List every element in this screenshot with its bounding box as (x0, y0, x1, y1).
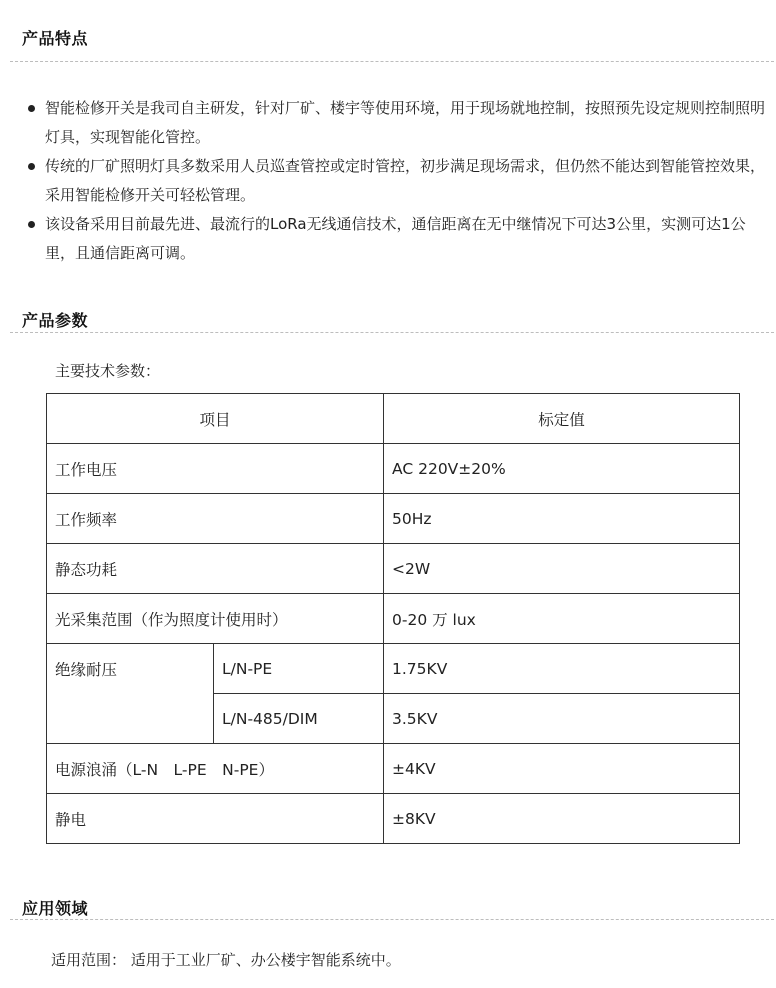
row-value: 1.75KV (384, 644, 740, 694)
row-value: <2W (384, 544, 740, 594)
row-value: ±4KV (384, 744, 740, 794)
section-title-features: 产品特点 (22, 29, 89, 48)
table-row (47, 794, 740, 844)
row-label: 静态功耗 (47, 544, 384, 594)
row-value: 3.5KV (384, 694, 740, 744)
row-label: 工作电压 (47, 444, 384, 494)
list-item (24, 152, 768, 210)
bullet-icon (28, 105, 35, 112)
bullet-icon (28, 221, 35, 228)
section-divider (10, 919, 774, 920)
row-label: 电源浪涌（L-N L-PE N-PE） (47, 744, 384, 794)
column-header-value: 标定值 (384, 394, 740, 444)
params-table (46, 393, 740, 844)
feature-text: 智能检修开关是我司自主研发，针对厂矿、楼宇等使用环境，用于现场就地控制，按照预先设定规则控制照明灯具，实现智能化管控。 (45, 99, 766, 146)
row-value: 0-20 万 lux (384, 594, 740, 644)
table-row (47, 544, 740, 594)
feature-text: 该设备采用目前最先进、最流行的LoRa无线通信技术，通信距离在无中继情况下可达3公里，实测可达1公里，且通信距离可调。 (45, 215, 746, 262)
list-item (24, 210, 768, 268)
table-row (47, 594, 740, 644)
row-label: 工作频率 (47, 494, 384, 544)
section-title-application: 应用领域 (22, 899, 89, 918)
table-row (47, 494, 740, 544)
table-header-row (47, 394, 740, 444)
section-divider (10, 61, 774, 62)
list-item (24, 94, 768, 152)
row-label: 光采集范围（作为照度计使用时） (47, 594, 384, 644)
row-label: 绝缘耐压 (47, 644, 214, 744)
column-header-item: 项目 (47, 394, 384, 444)
table-row (47, 444, 740, 494)
feature-list (24, 94, 768, 268)
params-intro: 主要技术参数： (55, 362, 161, 380)
section-title-params: 产品参数 (22, 311, 89, 330)
bullet-icon (28, 163, 35, 170)
row-value: ±8KV (384, 794, 740, 844)
table-row (47, 744, 740, 794)
sub-row-label: L/N-485/DIM (214, 694, 384, 744)
row-value: 50Hz (384, 494, 740, 544)
table-row (47, 644, 740, 694)
feature-text: 传统的厂矿照明灯具多数采用人员巡查管控或定时管控，初步满足现场需求，但仍然不能达到智能管控效果，采用智能检修开关可轻松管理。 (45, 157, 766, 204)
section-divider (10, 332, 774, 333)
sub-row-label: L/N-PE (214, 644, 384, 694)
row-value: AC 220V±20% (384, 444, 740, 494)
row-label: 静电 (47, 794, 384, 844)
application-text: 适用范围： 适用于工业厂矿、办公楼宇智能系统中。 (51, 951, 401, 969)
